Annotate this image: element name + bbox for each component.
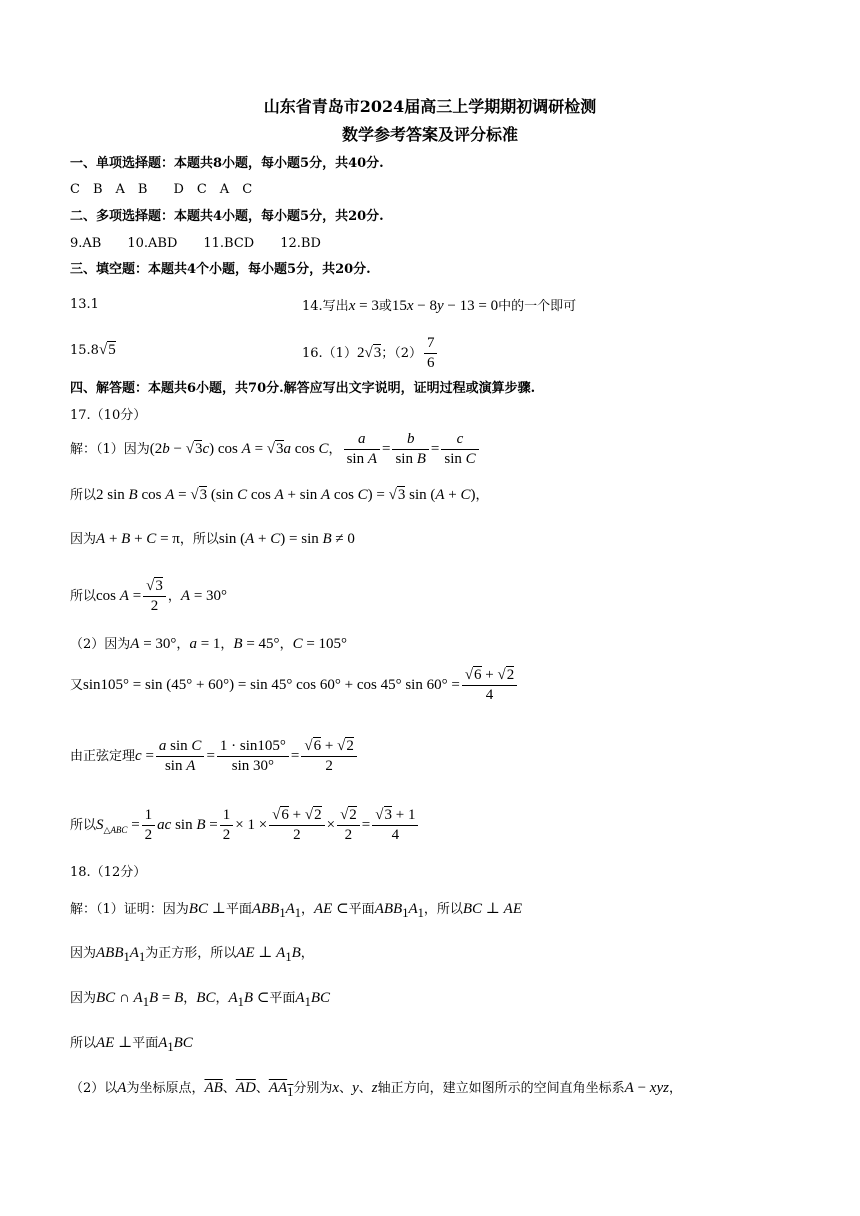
p18-part2: （2）以A为坐标原点，$\overline{AB}$、$\overline{AD}$、$AA_1$分别为x、y、z轴正方向，建立如图所示的空间直角坐标系A − xyz，	[70, 1080, 682, 1099]
p17-step1: 解：（1）因为(2b − √3c) cos A = √3a cos C， $\frac{a}{\text{sin A}}$ = $\frac{b}{\text{sin B}}$ = $\frac{c}{\text{sin C}}$	[70, 430, 481, 469]
section1-heading: 一、单项选择题：本题共8小题，每小题5分，共40分.	[70, 156, 384, 171]
answer-15: 15.8√5	[70, 342, 116, 358]
page-subtitle: 数学参考答案及评分标准	[341, 125, 518, 144]
problem-17-label: 17.（10分）	[70, 408, 147, 423]
p17-step4: 所以cos A = $\frac{√3}{2}$ ，A = 30°	[70, 578, 228, 614]
section4-heading: 四、解答题：本题共6小题，共70分.解答应写出文字说明，证明过程或演算步骤.	[70, 381, 536, 396]
page-title: 山东省青岛市2024届高三上学期期初调研检测	[263, 97, 597, 116]
p17-step3: 因为A + B + C = π，所以sin (A + C) = sin B ≠ 0	[70, 531, 355, 547]
fill-row-2	[70, 330, 770, 370]
p17-area: 所以$S_{\triangle ABC}$ = $\frac{1}{2}$ ac sin B = $\frac{1}{2}$ × 1 × $\frac{√6 + √2}{2}$ × $\frac{√2}{2}$ = $\frac{√3 + 1}{4}$	[70, 806, 420, 845]
p18-step2: 因为$ABB_1A_1$为正方形，所以AE ⊥ $A_1B$，	[70, 945, 314, 964]
answer-16: 16.（1）2√3；（2） $\frac{7}{6}$	[302, 334, 439, 373]
problem-18-label: 18.（12分）	[70, 865, 147, 880]
p17-law-of-sines: 由正弦定理c = $\frac{\text{a sin C}}{\text{sin A}}$ = $\frac{1 \cdot \sin 105^\circ}{\sin 30^\circ}$ = $\frac{√6 + √2}{2}$	[70, 737, 359, 776]
p17-sin105: 又sin105° = sin (45° + 60°) = sin 45° cos 60° + cos 45° sin 60° = $\frac{√6 + √2}{4}$	[70, 666, 519, 705]
p17-step2: 所以2 sin B cos A = √3 (sin C cos A + sin A cos C) = √3 sin (A + C)，	[70, 487, 489, 503]
p17-part2: （2）因为A = 30°，a = 1，B = 45°，C = 105°	[70, 636, 348, 652]
p18-step1: 解：（1）证明：因为BC ⊥平面$ABB_1A_1$，AE ⊂平面$ABB_1A_1$，所以BC ⊥ AE	[70, 901, 522, 920]
p18-step4: 所以AE ⊥平面$A_1BC$	[70, 1035, 193, 1054]
fill-row-1	[70, 297, 770, 313]
section3-heading: 三、填空题：本题共4个小题，每小题5分，共20分.	[70, 262, 371, 277]
p18-step3: 因为BC ∩ $A_1B = B$，BC，$A_1B$ ⊂平面$A_1BC$	[70, 990, 330, 1009]
answer-13: 13.1	[70, 297, 99, 312]
answer-14: 14.写出x = 3或15x − 8y − 13 = 0中的一个即可	[302, 298, 577, 314]
section2-heading: 二、多项选择题：本题共4小题，每小题5分，共20分.	[70, 209, 384, 224]
section1-answers: C B A B D C A C	[70, 182, 253, 197]
section2-answers: 9.AB 10.ABD 11.BCD 12.BD	[70, 236, 321, 251]
